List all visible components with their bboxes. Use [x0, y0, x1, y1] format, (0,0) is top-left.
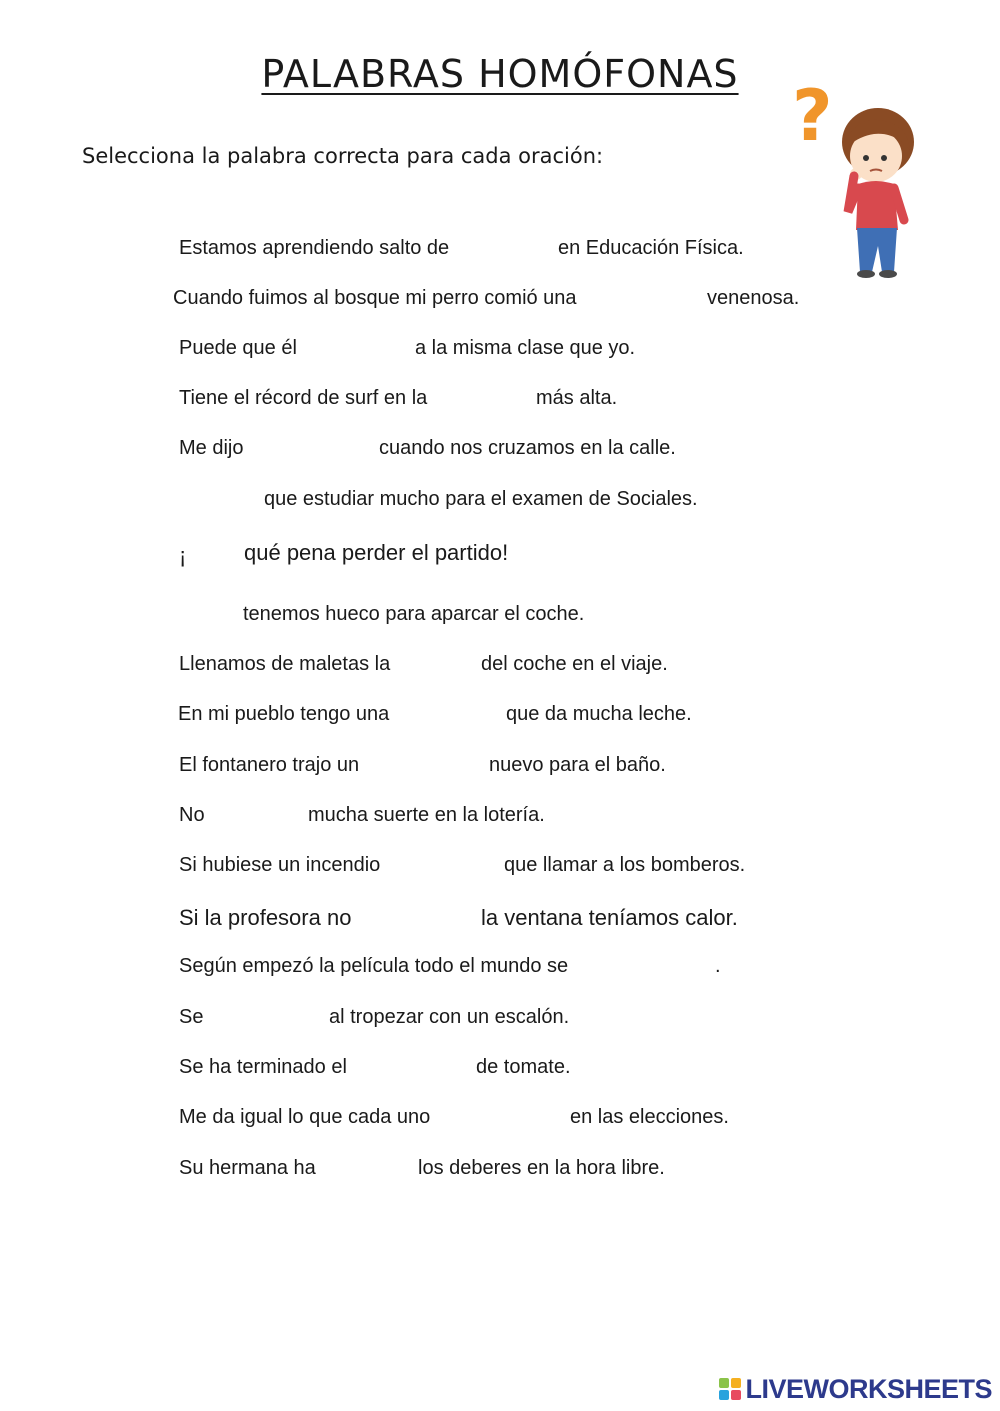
sentence-16 [0, 1006, 1000, 1034]
sentence-8 [0, 603, 1000, 631]
sentence-16-start: Se [179, 1006, 204, 1028]
liveworksheets-logo-icon [719, 1378, 741, 1400]
sentence-11-end: nuevo para el baño. [489, 754, 666, 776]
sentence-10-start: En mi pueblo tengo una [178, 703, 390, 725]
sentence-15 [0, 955, 1000, 983]
answer-blank-19[interactable] [327, 1157, 412, 1183]
answer-blank-4[interactable] [450, 387, 530, 413]
sentence-1 [0, 237, 1000, 265]
sentence-2-end: venenosa. [707, 287, 800, 309]
sentence-3-start: Puede que él [179, 337, 297, 359]
liveworksheets-footer[interactable] [719, 1374, 992, 1404]
answer-blank-12[interactable] [212, 804, 302, 830]
sentence-2-start: Cuando fuimos al bosque mi perro comió una [173, 287, 577, 309]
sentence-14-end: la ventana teníamos calor. [481, 905, 738, 930]
question-mark-icon: ? [792, 75, 833, 157]
answer-blank-10[interactable] [410, 703, 500, 729]
sentence-6-end: que estudiar mucho para el examen de Sociales. [264, 488, 698, 510]
sentence-7-start: ¡ [179, 543, 187, 568]
sentence-5-end: cuando nos cruzamos en la calle. [379, 437, 676, 459]
sentence-5 [0, 437, 1000, 465]
sentence-15-start: Según empezó la película todo el mundo se [179, 955, 569, 977]
answer-blank-15[interactable] [598, 955, 710, 981]
sentence-18 [0, 1106, 1000, 1134]
answer-blank-17[interactable] [363, 1056, 468, 1082]
sentence-13 [0, 854, 1000, 882]
sentence-13-end: que llamar a los bomberos. [504, 854, 746, 876]
sentence-12-start: No [179, 804, 205, 826]
sentence-10-end: que da mucha leche. [506, 703, 692, 725]
sentence-18-end: en las elecciones. [570, 1106, 729, 1128]
sentence-4-start: Tiene el récord de surf en la [179, 387, 428, 409]
sentence-19-start: Su hermana ha [179, 1157, 316, 1179]
answer-blank-18[interactable] [453, 1106, 563, 1132]
sentence-19-end: los deberes en la hora libre. [418, 1157, 665, 1179]
page-title: PALABRAS HOMÓFONAS [261, 52, 739, 96]
sentence-8-end: tenemos hueco para aparcar el coche. [243, 603, 585, 625]
answer-blank-11[interactable] [382, 754, 482, 780]
sentence-3-end: a la misma clase que yo. [415, 337, 636, 359]
sentence-17 [0, 1056, 1000, 1084]
sentence-5-start: Me dijo [179, 437, 244, 459]
sentence-14-start: Si la profesora no [179, 905, 352, 930]
sentence-6 [0, 488, 1000, 516]
sentence-3 [0, 337, 1000, 365]
sentence-13-start: Si hubiese un incendio [179, 854, 381, 876]
sentence-18-start: Me da igual lo que cada uno [179, 1106, 431, 1128]
answer-blank-6[interactable] [179, 488, 259, 514]
instruction-text: Selecciona la palabra correcta para cada oración: [82, 144, 604, 168]
sentence-19 [0, 1157, 1000, 1185]
sentence-10 [0, 703, 1000, 731]
sentence-9-start: Llenamos de maletas la [179, 653, 391, 675]
sentence-1-start: Estamos aprendiendo salto de [179, 237, 450, 259]
answer-blank-5[interactable] [258, 437, 373, 463]
sentence-15-end: . [715, 955, 721, 977]
brand-name: LIVEWORKSHEETS [745, 1373, 992, 1404]
sentence-7-end: qué pena perder el partido! [244, 540, 509, 565]
answer-blank-1[interactable] [472, 237, 552, 263]
answer-blank-3[interactable] [315, 337, 410, 363]
answer-blank-2[interactable] [612, 287, 702, 313]
sentence-11-start: El fontanero trajo un [179, 754, 360, 776]
sentence-17-start: Se ha terminado el [179, 1056, 347, 1078]
sentence-4-end: más alta. [536, 387, 618, 409]
sentence-11 [0, 754, 1000, 782]
sentence-7 [0, 540, 1000, 568]
sentence-17-end: de tomate. [476, 1056, 571, 1078]
sentence-1-end: en Educación Física. [558, 237, 744, 259]
sentence-12 [0, 804, 1000, 832]
sentence-9 [0, 653, 1000, 681]
answer-blank-14[interactable] [368, 905, 473, 931]
answer-blank-7[interactable] [190, 540, 238, 566]
answer-blank-9[interactable] [406, 653, 476, 679]
sentence-9-end: del coche en el viaje. [481, 653, 668, 675]
sentence-12-end: mucha suerte en la lotería. [308, 804, 545, 826]
answer-blank-16[interactable] [207, 1006, 322, 1032]
sentence-4 [0, 387, 1000, 415]
answer-blank-8[interactable] [179, 603, 237, 629]
sentence-16-end: al tropezar con un escalón. [329, 1006, 570, 1028]
answer-blank-13[interactable] [398, 854, 498, 880]
sentence-2 [0, 287, 1000, 315]
sentence-14 [0, 905, 1000, 933]
